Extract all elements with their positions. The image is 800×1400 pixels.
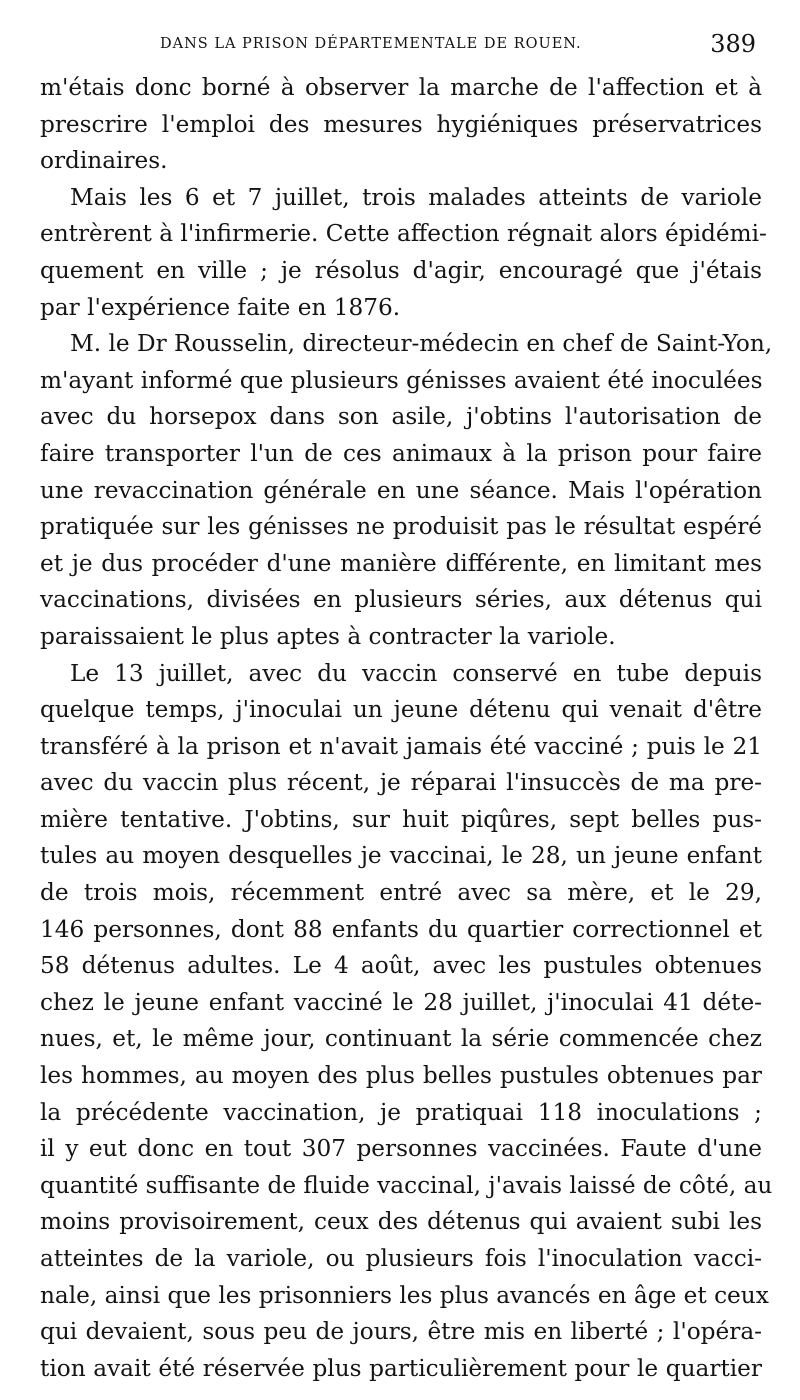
text-line: pratiquée sur les génisses ne produisit pas le résultat espéré [40,513,762,541]
text-line: prescrire l'emploi des mesures hygiéniques préservatrices [40,110,762,138]
text-line: entrèrent à l'infirmerie. Cette affection régnait alors épidémi- [40,220,767,248]
running-header [44,30,756,62]
text-line: nale, ainsi que les prisonniers les plus avancés en âge et ceux [40,1281,769,1309]
text-line: de trois mois, récemment entré avec sa mère, et le 29, [40,879,762,907]
text-line: ordinaires. [40,147,168,175]
body-text [40,70,773,1387]
text-line: vaccinations, divisées en plusieurs séries, aux détenus qui [40,586,762,614]
text-line: moins provisoirement, ceux des détenus qui avaient subi les [40,1208,762,1236]
text-line: m'ayant informé que plusieurs génisses avaient été inoculées [40,366,763,394]
text-line: Le 13 juillet, avec du vaccin conservé en tube depuis [70,659,762,687]
text-line: faire transporter l'un de ces animaux à la prison pour faire [40,439,762,467]
text-line: et je dus procéder d'une manière différente, en limitant mes [40,549,762,577]
text-line: quement en ville ; je résolus d'agir, encouragé que j'étais [40,256,762,284]
text-line: Mais les 6 et 7 juillet, trois malades atteints de variole [70,183,762,211]
text-line: avec du vaccin plus récent, je réparai l'insuccès de ma pre- [40,769,762,797]
text-line: tules au moyen desquelles je vaccinai, le 28, un jeune enfant [40,842,762,870]
text-line: 146 personnes, dont 88 enfants du quartier correctionnel et [40,915,762,943]
text-line: m'étais donc borné à observer la marche de l'affection et à [40,74,762,101]
text-line: avec du horsepox dans son asile, j'obtins l'autorisation de [40,403,762,431]
text-line: tion avait été réservée plus particulièrement pour le quartier [40,1354,762,1382]
text-line: transféré à la prison et n'avait jamais été vacciné ; puis le 21 [40,732,762,760]
text-line: 58 détenus adultes. Le 4 août, avec les pustules obtenues [40,952,762,980]
text-line: une revaccination générale en une séance. Mais l'opération [40,476,762,504]
text-line: chez le jeune enfant vacciné le 28 juillet, j'inoculai 41 déte- [40,988,762,1016]
text-line: paraissaient le plus aptes à contracter la variole. [40,622,616,650]
text-line: par l'expérience faite en 1876. [40,293,401,321]
text-line: atteintes de la variole, ou plusieurs fois l'inoculation vacci- [40,1245,762,1272]
text-line: quelque temps, j'inoculai un jeune détenu qui venait d'être [40,696,762,724]
text-line: les hommes, au moyen des plus belles pustules obtenues par [40,1062,762,1090]
text-line: la précédente vaccination, je pratiquai 118 inoculations ; [40,1098,762,1126]
text-line: il y eut donc en tout 307 personnes vaccinées. Faute d'une [40,1135,762,1163]
text-line: qui devaient, sous peu de jours, être mis en liberté ; l'opéra- [40,1318,762,1346]
text-line: quantité suffisante de fluide vaccinal, j'avais laissé de côté, au [40,1171,773,1199]
page-number: 389 [710,30,756,58]
text-line: mière tentative. J'obtins, sur huit piqûres, sept belles pus- [40,805,762,833]
running-title: DANS LA PRISON DÉPARTEMENTALE DE ROUEN. [160,36,582,52]
text-line: M. le Dr Rousselin, directeur-médecin en chef de Saint-Yon, [70,330,773,358]
text-line: nues, et, le même jour, continuant la série commencée chez [40,1025,762,1053]
